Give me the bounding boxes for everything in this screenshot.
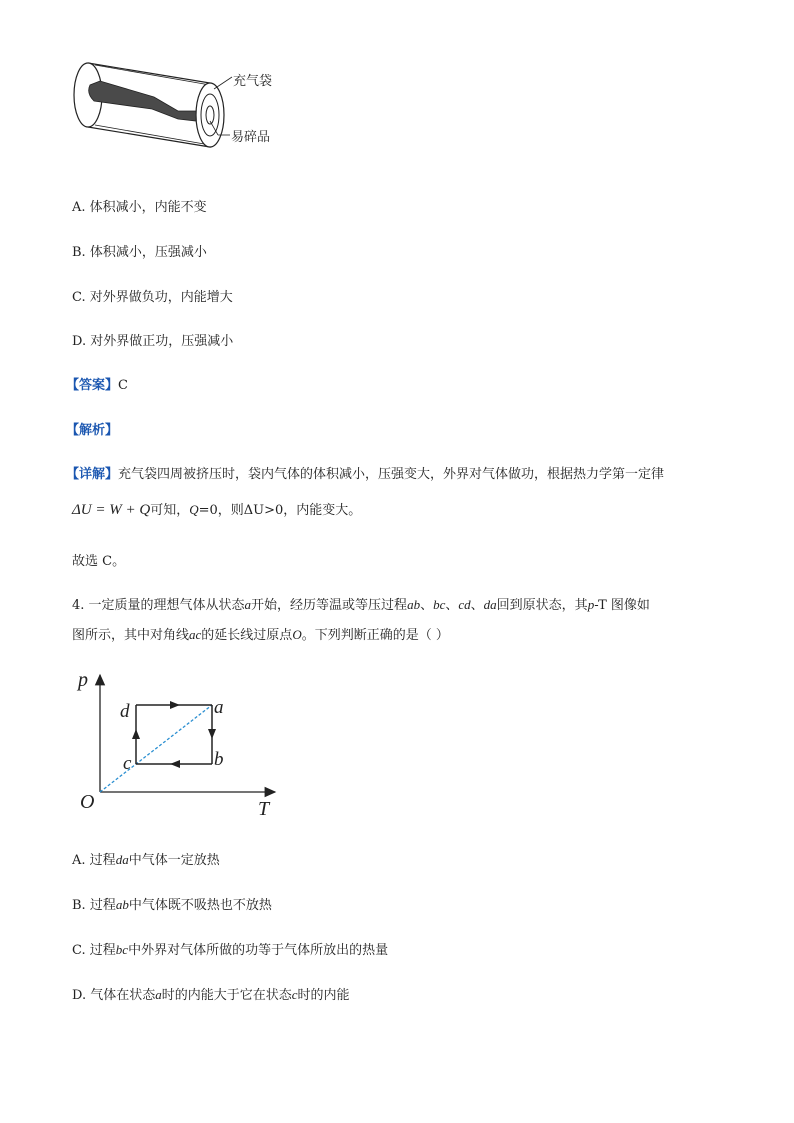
- option-variable: c: [291, 987, 298, 1002]
- process-bc: bc: [433, 597, 446, 612]
- q3-conclusion: 故选 C。: [72, 554, 126, 569]
- q3-analysis-tag: [66, 419, 118, 438]
- option-text: 过程: [89, 853, 116, 868]
- answer-value: C: [118, 378, 128, 393]
- q4-option-b: [72, 894, 272, 913]
- q3-option-a: [72, 196, 207, 215]
- diagonal-line: [100, 705, 212, 792]
- label-p: p: [78, 669, 88, 691]
- q3-option-b: [72, 241, 207, 260]
- stem-text: 图所示，其中对角线: [72, 628, 190, 643]
- option-letter: D.: [72, 988, 87, 1003]
- stem-text: 回到原状态，其: [496, 598, 588, 613]
- label-fragile-item: 易碎品: [231, 130, 271, 145]
- p-t-graph: [70, 665, 290, 825]
- bottle-shape: [89, 81, 196, 121]
- q4-stem-line2: [72, 624, 449, 643]
- option-text: 时的内能大于它在状态: [161, 988, 292, 1003]
- label-air-bag: 充气袋: [233, 74, 273, 89]
- detail-text: 充气袋四周被挤压时，袋内气体的体积减小，压强变大，外界对气体做功，根据热力学第一定律: [118, 467, 665, 482]
- option-variable: da: [115, 852, 129, 867]
- arrow-da: [170, 701, 180, 709]
- option-text: 中外界对气体所做的功等于气体所放出的热量: [128, 943, 389, 958]
- option-text: 过程: [89, 898, 116, 913]
- q3-option-d: [72, 330, 233, 349]
- option-letter: A.: [72, 853, 86, 868]
- q4-option-a: [72, 849, 220, 868]
- answer-tag: 【答案】: [66, 378, 119, 393]
- arrow-bc: [170, 760, 180, 768]
- variable-p: p: [587, 597, 595, 612]
- label-a: a: [214, 697, 224, 718]
- option-letter: C.: [72, 943, 86, 958]
- stem-text: -T 图像如: [594, 598, 650, 613]
- q4-option-d: [72, 984, 350, 1003]
- q3-answer: [66, 374, 128, 393]
- process-cd: cd: [458, 597, 471, 612]
- option-text: 中气体既不吸热也不放热: [128, 898, 272, 913]
- state-a: a: [244, 597, 252, 612]
- detail-text: =0，则ΔU>0，内能变大。: [198, 503, 362, 518]
- label-o: O: [80, 791, 95, 813]
- option-letter: D.: [72, 334, 87, 349]
- option-text: 体积减小，内能不变: [89, 200, 207, 215]
- option-text: 时的内能: [297, 988, 350, 1003]
- stem-text: 开始，经历等温或等压过程: [251, 598, 408, 613]
- arrow-cd: [132, 729, 140, 739]
- separator: 、: [420, 598, 434, 613]
- option-text: 对外界做正功，压强减小: [90, 334, 234, 349]
- option-variable: ab: [115, 897, 129, 912]
- origin-o: O: [292, 627, 302, 642]
- process-da: da: [483, 597, 497, 612]
- option-variable: a: [155, 987, 162, 1002]
- label-b: b: [214, 749, 224, 770]
- q3-detail-line2: [72, 499, 361, 519]
- option-letter: C.: [72, 290, 86, 305]
- label-c: c: [123, 753, 132, 774]
- q3-option-c: [72, 286, 233, 305]
- stem-text: 。下列判断正确的是（ ）: [301, 628, 449, 643]
- option-text: 过程: [89, 943, 116, 958]
- separator: 、: [470, 598, 484, 613]
- stem-text: 的延长线过原点: [201, 628, 293, 643]
- variable-q: Q: [189, 502, 199, 517]
- q3-detail-line1: [66, 463, 664, 482]
- option-text: 对外界做负功，内能增大: [89, 290, 233, 305]
- option-letter: B.: [72, 898, 86, 913]
- diagonal-ac: ac: [189, 627, 202, 642]
- option-variable: bc: [115, 942, 129, 957]
- stem-text: 4. 一定质量的理想气体从状态: [72, 598, 245, 613]
- option-letter: A.: [72, 200, 86, 215]
- process-ab: ab: [407, 597, 421, 612]
- option-text: 体积减小，压强减小: [89, 245, 207, 260]
- detail-tag: 【详解】: [66, 467, 119, 482]
- option-text: 气体在状态: [90, 988, 156, 1003]
- arrow-ab: [208, 729, 216, 739]
- q4-stem-line1: [72, 594, 650, 613]
- separator: 、: [445, 598, 459, 613]
- analysis-tag: 【解析】: [66, 423, 119, 438]
- q4-option-c: [72, 939, 388, 958]
- label-d: d: [120, 701, 130, 722]
- first-law-formula: ΔU = W + Q: [72, 502, 151, 518]
- option-text: 中气体一定放热: [128, 853, 220, 868]
- label-t: T: [258, 798, 270, 820]
- detail-text: 可知，: [150, 503, 190, 518]
- option-letter: B.: [72, 245, 86, 260]
